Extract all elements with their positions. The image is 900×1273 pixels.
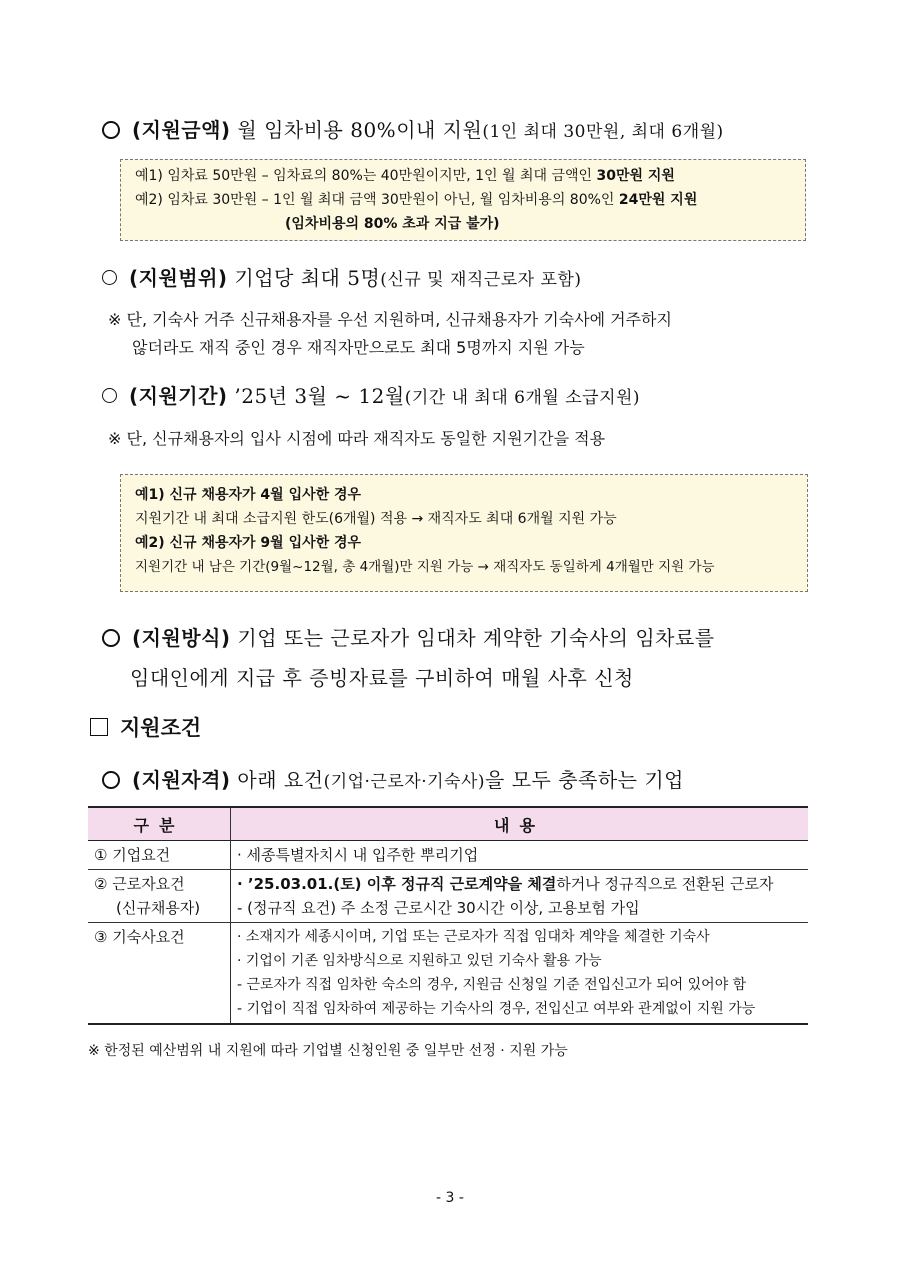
- example-line: 예1) 신규 채용자가 4월 입사한 경우: [135, 487, 362, 503]
- square-bullet-icon: [90, 718, 108, 736]
- table-cell: ② 근로자요건 (신규채용자): [88, 870, 231, 923]
- support-method-text: 기업 또는 근로자가 임대차 계약한 기숙사의 임차료를: [230, 626, 715, 650]
- support-method-line: [102, 618, 715, 698]
- example-line: (임차비용의 80% 초과 지급 불가): [285, 216, 500, 232]
- table-cell: ③ 기숙사요건: [88, 923, 231, 1025]
- example-line: 예1) 임차료 50만원 – 임차료의 80%는 40만원이지만, 1인 월 최대 금액인 30만원 지원: [135, 168, 675, 184]
- footnote: ※ 한정된 예산범위 내 지원에 따라 기업별 신청인원 중 일부만 선정 · 지원 가능: [88, 1043, 568, 1059]
- table-row: [88, 923, 808, 1025]
- table-cell: · 소재지가 세종시이며, 기업 또는 근로자가 직접 임대차 계약을 체결한 기숙사 · 기업이 기존 임차방식으로 지원하고 있던 기숙사 활용 가능 - 근로자가 직접 임차한 숙소의 경우, 지원금 신청일 기준 전입신고가 되어 있어야 함 - 기업이 직접 임차하여 제공하는 기숙사의 경우, 전입신고 여부와 관계없이 지원 가능: [237, 929, 756, 1017]
- table-cell: · 세종특별자치시 내 입주한 뿌리기업: [237, 846, 479, 864]
- table-header-row: [88, 807, 808, 841]
- requirements-table: [88, 806, 808, 1025]
- support-method-text-2: 임대인에게 지급 후 증빙자료를 구비하여 매월 사후 신청: [130, 666, 634, 690]
- table-header: 내용: [231, 807, 809, 841]
- table-cell: ① 기업요건: [88, 841, 231, 870]
- support-eligibility-line: (지원자격) 아래 요건(기업·근로자·기숙사)을 모두 충족하는 기업: [102, 764, 684, 793]
- support-scope-text: 기업당 최대 5명: [227, 266, 381, 290]
- table-header: 구분: [88, 807, 231, 841]
- support-period-text: ’25년 3월 ~ 12월: [227, 384, 405, 408]
- note-scope: ※ 단, 기숙사 거주 신규채용자를 우선 지원하며, 신규채용자가 기숙사에 거주하지 않더라도 재직 중인 경우 재직자만으로도 최대 5명까지 지원 가능: [108, 310, 672, 357]
- support-period-sub: (기간 내 최대 6개월 소급지원): [404, 388, 641, 408]
- example-box-period: [120, 474, 808, 592]
- table-row: [88, 870, 808, 923]
- table-cell: · ’25.03.01.(토) 이후 정규직 근로계약을 체결하거나 정규직으로 전환된 근로자 - (정규직 요건) 주 소정 근로시간 30시간 이상, 고용보험 가입: [237, 875, 774, 917]
- support-scope-sub: (신규 및 재직근로자 포함): [380, 270, 582, 290]
- example-line: 예2) 신규 채용자가 9월 입사한 경우: [135, 535, 362, 551]
- support-amount-line: [102, 114, 724, 143]
- support-method-label: (지원방식): [132, 626, 231, 650]
- support-period-line: [102, 380, 640, 409]
- support-amount-sub: (1인 최대 30만원, 최대 6개월): [482, 122, 724, 142]
- section-title: 지원조건: [90, 712, 201, 742]
- example-line: 예2) 임차료 30만원 – 1인 월 최대 금액 30만원이 아닌, 월 임차비용의 80%인 24만원 지원: [135, 192, 698, 208]
- note-period: ※ 단, 신규채용자의 입사 시점에 따라 재직자도 동일한 지원기간을 적용: [108, 429, 606, 448]
- support-period-label: (지원기간): [129, 384, 228, 408]
- circle-bullet-icon: [102, 121, 120, 139]
- circle-bullet-icon: [102, 629, 120, 647]
- table-row: [88, 841, 808, 870]
- circle-bullet-icon: [102, 388, 117, 403]
- circle-bullet-icon: [102, 771, 120, 789]
- example-line: 지원기간 내 남은 기간(9월~12월, 총 4개월)만 지원 가능 → 재직자도 동일하게 4개월만 지원 가능: [135, 559, 715, 575]
- example-box-amount: [120, 159, 806, 241]
- support-amount-text: 월 임차비용 80%이내 지원: [230, 118, 483, 142]
- support-scope-label: (지원범위): [129, 266, 228, 290]
- support-amount-label: (지원금액): [132, 118, 231, 142]
- example-line: 지원기간 내 최대 소급지원 한도(6개월) 적용 → 재직자도 최대 6개월 지원 가능: [135, 511, 617, 527]
- circle-bullet-icon: [102, 270, 117, 285]
- page-number: - 3 -: [436, 1190, 464, 1206]
- support-eligibility-label: (지원자격): [132, 768, 231, 792]
- support-scope-line: [102, 262, 581, 291]
